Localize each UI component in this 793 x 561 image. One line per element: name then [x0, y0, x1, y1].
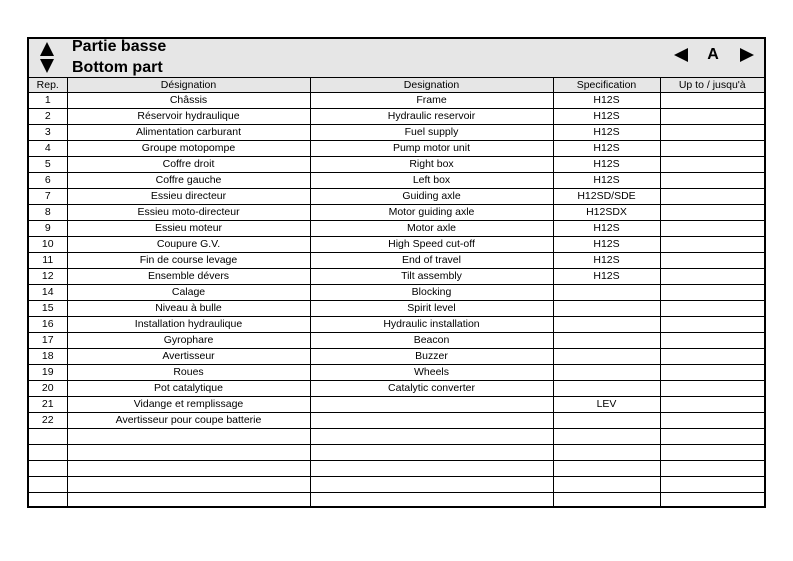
table-row — [29, 205, 764, 221]
cell-rep: 4 — [29, 141, 67, 157]
cell-rep — [29, 493, 67, 509]
cell-rep: 15 — [29, 301, 67, 317]
cell-rep: 14 — [29, 285, 67, 301]
cell-designation-en: Right box — [310, 157, 553, 173]
cell-specification: H12S — [553, 109, 660, 125]
cell-designation-en: Fuel supply — [310, 125, 553, 141]
cell-rep: 12 — [29, 269, 67, 285]
cell-specification: H12SD/SDE — [553, 189, 660, 205]
cell-rep: 10 — [29, 237, 67, 253]
cell-up-to — [660, 157, 764, 173]
table-row — [29, 285, 764, 301]
table-row — [29, 125, 764, 141]
table-row — [29, 301, 764, 317]
cell-designation-fr: Essieu moto-directeur — [67, 205, 310, 221]
sheet-header — [29, 39, 764, 78]
cell-designation-fr: Ensemble dévers — [67, 269, 310, 285]
table-row — [29, 141, 764, 157]
cell-up-to — [660, 349, 764, 365]
cell-rep: 1 — [29, 93, 67, 109]
table-header-row — [29, 78, 764, 93]
cell-rep: 19 — [29, 365, 67, 381]
cell-designation-en: Spirit level — [310, 301, 553, 317]
cell-designation-fr: Avertisseur — [67, 349, 310, 365]
triangle-up-icon[interactable] — [40, 42, 54, 56]
cell-specification — [553, 493, 660, 509]
cell-up-to — [660, 317, 764, 333]
arrow-right-icon[interactable] — [740, 48, 754, 62]
triangle-down-icon[interactable] — [40, 59, 54, 73]
table-row — [29, 237, 764, 253]
parts-sheet — [27, 37, 766, 508]
cell-up-to — [660, 477, 764, 493]
cell-designation-fr — [67, 429, 310, 445]
cell-specification: H12S — [553, 269, 660, 285]
table-row — [29, 333, 764, 349]
cell-rep: 2 — [29, 109, 67, 125]
cell-designation-fr: Réservoir hydraulique — [67, 109, 310, 125]
cell-designation-en — [310, 493, 553, 509]
cell-designation-en: High Speed cut-off — [310, 237, 553, 253]
table-row — [29, 157, 764, 173]
cell-designation-en: Frame — [310, 93, 553, 109]
cell-rep: 16 — [29, 317, 67, 333]
cell-specification: H12S — [553, 157, 660, 173]
table-row — [29, 429, 764, 445]
table-row — [29, 173, 764, 189]
cell-up-to — [660, 269, 764, 285]
cell-rep: 18 — [29, 349, 67, 365]
cell-specification: H12S — [553, 237, 660, 253]
cell-up-to — [660, 301, 764, 317]
cell-designation-fr — [67, 461, 310, 477]
parts-table — [29, 77, 764, 508]
cell-rep: 7 — [29, 189, 67, 205]
cell-up-to — [660, 381, 764, 397]
cell-up-to — [660, 93, 764, 109]
cell-specification: H12S — [553, 173, 660, 189]
cell-specification: H12S — [553, 253, 660, 269]
cell-designation-fr: Vidange et remplissage — [67, 397, 310, 413]
variant-letter: A — [707, 46, 719, 63]
cell-specification — [553, 349, 660, 365]
cell-designation-en: Buzzer — [310, 349, 553, 365]
cell-designation-fr: Coupure G.V. — [67, 237, 310, 253]
table-row — [29, 349, 764, 365]
col-header-up-to: Up to / jusqu'à — [660, 78, 764, 93]
cell-specification — [553, 317, 660, 333]
col-header-designation-fr: Désignation — [67, 78, 310, 93]
col-header-designation-en: Designation — [310, 78, 553, 93]
cell-designation-en: End of travel — [310, 253, 553, 269]
cell-designation-en: Pump motor unit — [310, 141, 553, 157]
cell-specification — [553, 285, 660, 301]
cell-designation-fr: Pot catalytique — [67, 381, 310, 397]
cell-designation-fr — [67, 493, 310, 509]
table-row — [29, 109, 764, 125]
cell-designation-en: Wheels — [310, 365, 553, 381]
cell-rep: 3 — [29, 125, 67, 141]
cell-designation-en: Blocking — [310, 285, 553, 301]
cell-designation-en — [310, 445, 553, 461]
cell-designation-en — [310, 397, 553, 413]
cell-up-to — [660, 189, 764, 205]
cell-designation-en: Hydraulic reservoir — [310, 109, 553, 125]
table-row — [29, 493, 764, 509]
cell-rep — [29, 477, 67, 493]
cell-specification — [553, 301, 660, 317]
cell-designation-en: Motor guiding axle — [310, 205, 553, 221]
cell-designation-fr: Gyrophare — [67, 333, 310, 349]
cell-designation-fr: Roues — [67, 365, 310, 381]
cell-designation-en — [310, 477, 553, 493]
cell-designation-fr: Alimentation carburant — [67, 125, 310, 141]
cell-rep: 8 — [29, 205, 67, 221]
cell-designation-en: Motor axle — [310, 221, 553, 237]
cell-designation-en: Guiding axle — [310, 189, 553, 205]
arrow-left-icon[interactable] — [674, 48, 688, 62]
cell-designation-fr: Calage — [67, 285, 310, 301]
cell-specification — [553, 333, 660, 349]
cell-rep: 9 — [29, 221, 67, 237]
cell-up-to — [660, 253, 764, 269]
cell-designation-fr: Châssis — [67, 93, 310, 109]
table-row — [29, 317, 764, 333]
table-row — [29, 93, 764, 109]
cell-designation-fr: Coffre droit — [67, 157, 310, 173]
cell-designation-fr: Groupe motopompe — [67, 141, 310, 157]
cell-designation-fr — [67, 477, 310, 493]
cell-rep: 17 — [29, 333, 67, 349]
table-row — [29, 445, 764, 461]
table-row — [29, 221, 764, 237]
cell-rep — [29, 461, 67, 477]
cell-specification — [553, 477, 660, 493]
cell-specification: H12S — [553, 93, 660, 109]
cell-designation-en: Hydraulic installation — [310, 317, 553, 333]
cell-up-to — [660, 461, 764, 477]
cell-specification: H12S — [553, 141, 660, 157]
cell-designation-fr: Installation hydraulique — [67, 317, 310, 333]
cell-rep — [29, 429, 67, 445]
cell-up-to — [660, 413, 764, 429]
cell-rep: 21 — [29, 397, 67, 413]
cell-up-to — [660, 221, 764, 237]
table-row — [29, 413, 764, 429]
cell-designation-en: Tilt assembly — [310, 269, 553, 285]
cell-designation-fr: Niveau à bulle — [67, 301, 310, 317]
cell-up-to — [660, 205, 764, 221]
cell-designation-en: Catalytic converter — [310, 381, 553, 397]
table-row — [29, 269, 764, 285]
cell-rep: 6 — [29, 173, 67, 189]
col-header-rep: Rep. — [29, 78, 67, 93]
cell-specification — [553, 461, 660, 477]
cell-specification: H12S — [553, 221, 660, 237]
cell-designation-fr — [67, 445, 310, 461]
cell-specification: H12SDX — [553, 205, 660, 221]
cell-specification — [553, 365, 660, 381]
cell-up-to — [660, 141, 764, 157]
cell-specification — [553, 413, 660, 429]
table-row — [29, 397, 764, 413]
cell-designation-fr: Avertisseur pour coupe batterie — [67, 413, 310, 429]
cell-specification: H12S — [553, 125, 660, 141]
cell-specification: LEV — [553, 397, 660, 413]
table-row — [29, 365, 764, 381]
cell-designation-fr: Essieu directeur — [67, 189, 310, 205]
title-english: Bottom part — [72, 59, 163, 76]
cell-specification — [553, 381, 660, 397]
cell-designation-en — [310, 429, 553, 445]
cell-rep: 5 — [29, 157, 67, 173]
cell-rep: 20 — [29, 381, 67, 397]
cell-up-to — [660, 365, 764, 381]
cell-designation-fr: Coffre gauche — [67, 173, 310, 189]
cell-designation-en — [310, 461, 553, 477]
cell-up-to — [660, 397, 764, 413]
cell-up-to — [660, 237, 764, 253]
table-row — [29, 189, 764, 205]
cell-up-to — [660, 333, 764, 349]
table-row — [29, 461, 764, 477]
cell-designation-en — [310, 413, 553, 429]
table-row — [29, 477, 764, 493]
cell-designation-fr: Fin de course levage — [67, 253, 310, 269]
cell-up-to — [660, 429, 764, 445]
cell-designation-fr: Essieu moteur — [67, 221, 310, 237]
cell-up-to — [660, 285, 764, 301]
cell-specification — [553, 445, 660, 461]
cell-up-to — [660, 109, 764, 125]
cell-rep — [29, 445, 67, 461]
cell-up-to — [660, 125, 764, 141]
table-row — [29, 253, 764, 269]
cell-up-to — [660, 445, 764, 461]
cell-up-to — [660, 173, 764, 189]
cell-rep: 11 — [29, 253, 67, 269]
table-row — [29, 381, 764, 397]
cell-specification — [553, 429, 660, 445]
cell-designation-en: Beacon — [310, 333, 553, 349]
title-french: Partie basse — [72, 38, 167, 55]
cell-designation-en: Left box — [310, 173, 553, 189]
cell-up-to — [660, 493, 764, 509]
cell-rep: 22 — [29, 413, 67, 429]
col-header-specification: Specification — [553, 78, 660, 93]
